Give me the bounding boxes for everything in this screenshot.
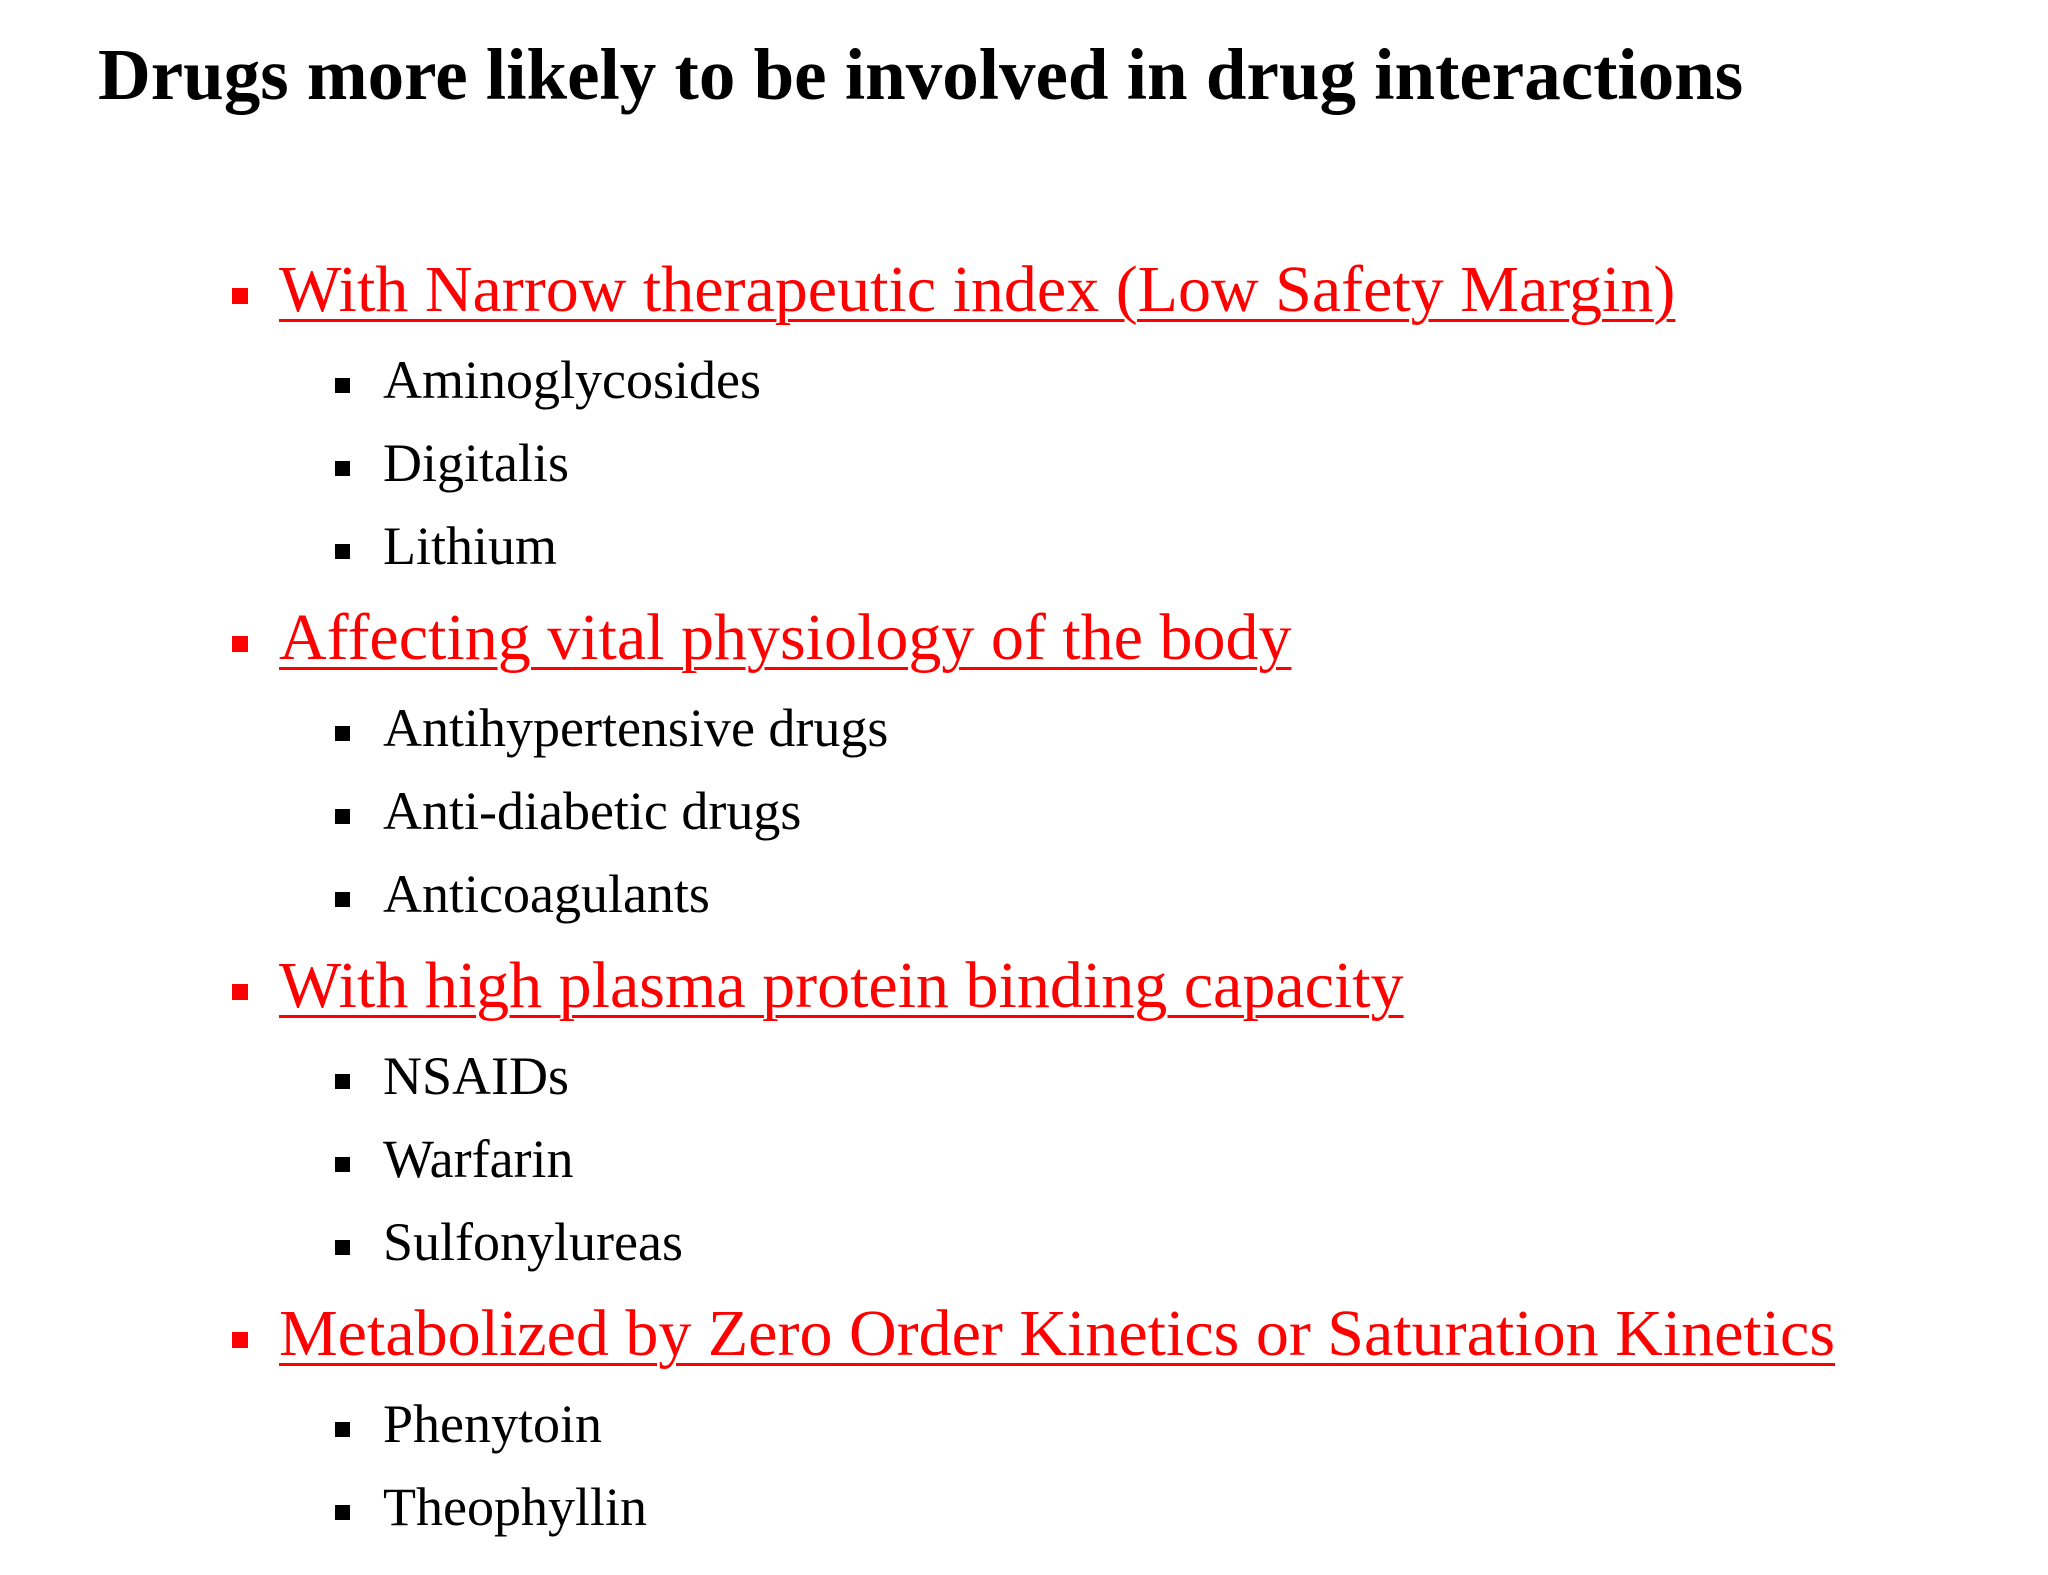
list-item-text: Digitalis — [383, 433, 569, 493]
list-item-text: Lithium — [383, 516, 557, 576]
list-item-text: Antihypertensive drugs — [383, 698, 889, 758]
black-square-bullet-icon — [335, 1074, 350, 1089]
list-item-text: Theophyllin — [383, 1477, 647, 1537]
list-item-text: Anticoagulants — [383, 864, 710, 924]
section-heading-text: With high plasma protein binding capacity — [279, 949, 1404, 1022]
black-square-bullet-icon — [335, 809, 350, 824]
list-item-text: Phenytoin — [383, 1394, 603, 1454]
list-item-text: Aminoglycosides — [383, 350, 761, 410]
black-square-bullet-icon — [335, 1422, 350, 1437]
black-square-bullet-icon — [335, 461, 350, 476]
black-square-bullet-icon — [335, 892, 350, 907]
list-item-text: NSAIDs — [383, 1046, 570, 1106]
red-square-bullet-icon — [232, 1332, 248, 1348]
section-heading-text: Metabolized by Zero Order Kinetics or Saturation Kinetics — [279, 1297, 1836, 1370]
section-heading-text: With Narrow therapeutic index (Low Safety Margin) — [279, 253, 1676, 326]
black-square-bullet-icon — [335, 544, 350, 559]
black-square-bullet-icon — [335, 1157, 350, 1172]
black-square-bullet-icon — [335, 1240, 350, 1255]
slide-title: Drugs more likely to be involved in drug interactions — [98, 34, 1744, 115]
black-square-bullet-icon — [335, 726, 350, 741]
list-item-text: Warfarin — [383, 1129, 574, 1189]
list-item-text: Sulfonylureas — [383, 1212, 683, 1272]
red-square-bullet-icon — [232, 288, 248, 304]
list-item-text: Anti-diabetic drugs — [383, 781, 802, 841]
red-square-bullet-icon — [232, 636, 248, 652]
black-square-bullet-icon — [335, 1505, 350, 1520]
red-square-bullet-icon — [232, 984, 248, 1000]
section-heading-text: Affecting vital physiology of the body — [279, 601, 1292, 674]
black-square-bullet-icon — [335, 378, 350, 393]
